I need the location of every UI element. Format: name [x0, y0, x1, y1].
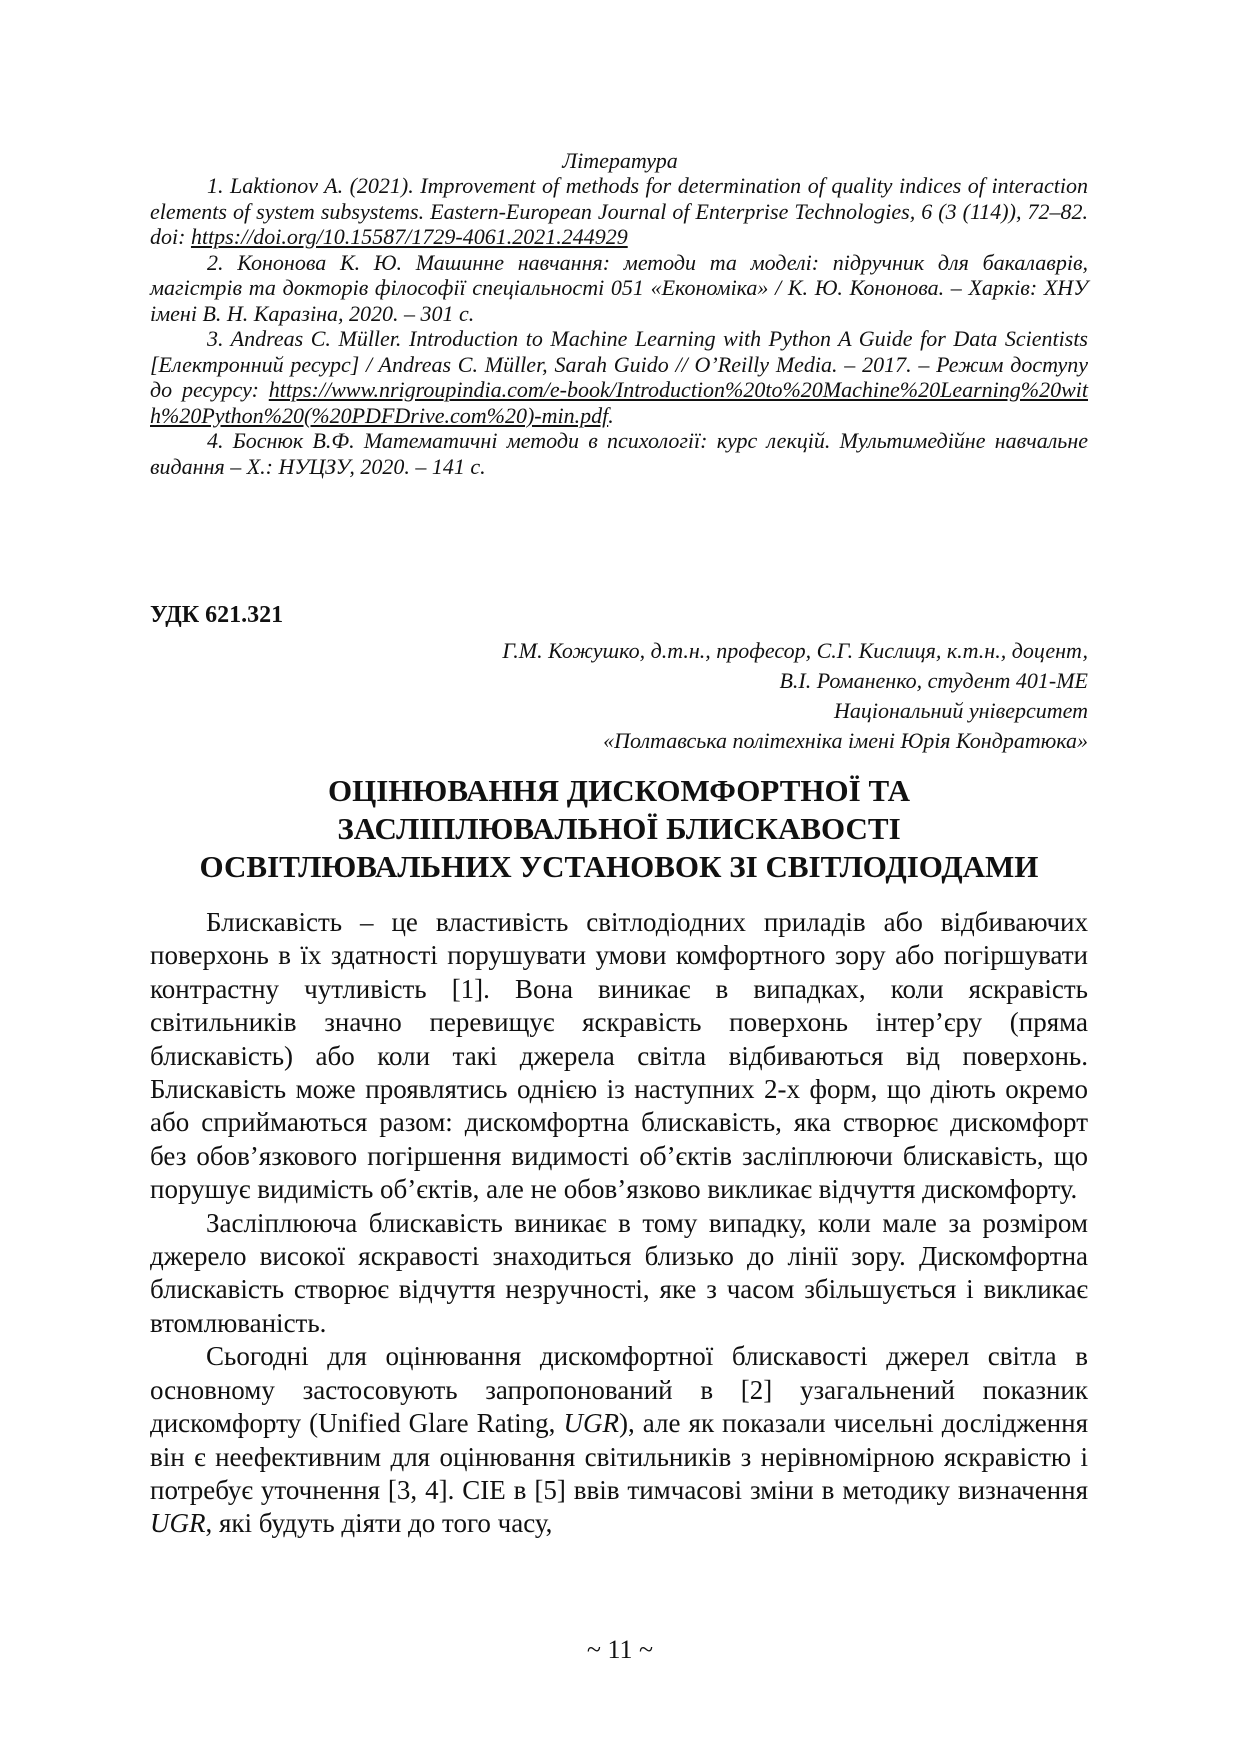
reference-item: 2. Кононова К. Ю. Машинне навчання: методи та моделі: підручник для бакалаврів, магістрів та докторів філософії спеціальності 051 «Економіка» / К. Ю. Кононова. – Харків: ХНУ імені В. Н. Каразіна, 2020. – 301 с. — [150, 249, 1088, 326]
reference-link[interactable]: https://www.nrigroupindia.com/e-book/Introduction%20to%20Machine%20Learning%20with%20Python%20(%20PDFDrive.com%20)-min.pdf — [150, 377, 1088, 428]
reference-item: 4. Боснюк В.Ф. Математичні методи в психології: курс лекцій. Мультимедійне навчальне видання – Х.: НУЦЗУ, 2020. – 141 с. — [150, 428, 1088, 479]
paragraph: Блискавість – це властивість світлодіодних приладів або відбиваючих поверхонь в їх здатності порушувати умови комфортного зору або погіршувати контрастну чутливість [1]. Вона виникає в випадках, коли яскравість світильників значно перевищує яскравість поверхонь інтер’єру (пряма блискавість) або коли такі джерела світла відбиваються від поверхонь. Блискавість може проявлятись однією із наступних 2-х форм, що діють окремо або сприймаються разом: дискомфортна блискавість, яка створює дискомфорт без обов’язкового погіршення видимості об’єктів засліплюючи блискавість, що порушує видимість об’єктів, але не обов’язково викликає відчуття дискомфорту. — [150, 907, 1088, 1205]
reference-item: 3. Andreas C. Müller. Introduction to Machine Learning with Python A Guide for Data Scientists [Електронний ресурс] / Andreas C. Müller, Sarah Guido // O’Reilly Media. – 2017. – Режим доступу до ресурсу: https://www.nrigroupindia.com/e-book/Introduction%20to%20Machine%20Learning%20with%20Python%20(%20PDFDrive.com%20)-min.pdf. — [150, 326, 1088, 428]
references-list — [150, 173, 1088, 479]
paragraph: Засліплююча блискавість виникає в тому випадку, коли мале за розміром джерело високої яскравості знаходиться близько до лінії зору. Дискомфортна блискавість створює відчуття незручності, яке з часом збільшується і викликає втомлюваність. — [150, 1207, 1088, 1338]
authors-line: Г.М. Кожушко, д.т.н., професор, С.Г. Кислиця, к.т.н., доцент, — [502, 638, 1088, 663]
reference-link[interactable]: https://doi.org/10.15587/1729-4061.2021.244929 — [190, 224, 628, 249]
authors-line: В.І. Романенко, студент 401-МЕ — [779, 668, 1088, 693]
affiliation-line: «Полтавська політехніка імені Юрія Кондратюка» — [603, 728, 1088, 753]
article-title: ОЦІНЮВАННЯ ДИСКОМФОРТНОЇ ТА ЗАСЛІПЛЮВАЛЬНОЇ БЛИСКАВОСТІ ОСВІТЛЮВАЛЬНИХ УСТАНОВОК ЗІ СВІТЛОДІОДАМИ — [199, 773, 1039, 884]
article-body — [150, 906, 1088, 1541]
authors-block — [188, 636, 1088, 756]
affiliation-line: Національний університет — [833, 698, 1088, 723]
page-number: ~ 11 ~ — [586, 1635, 654, 1664]
paragraph: Сьогодні для оцінювання дискомфортної блискавості джерел світла в основному застосовують запропонований в [2] узагальнений показник дискомфорту (Unified Glare Rating, UGR), але як показали чисельні дослідження він є неефективним для оцінювання світильників з нерівномірною яскравістю і потребує уточнення [3, 4]. CIE в [5] ввів тимчасові зміни в методику визначення UGR, які будуть діяти до того часу, — [150, 1341, 1088, 1539]
udk-code: УДК 621.321 — [150, 602, 284, 628]
reference-item: 1. Laktionov A. (2021). Improvement of methods for determination of quality indices of interaction elements of system subsystems. Eastern-European Journal of Enterprise Technologies, 6 (3 (114)), 72–82. doi: https://doi.org/10.15587/1729-4061.2021.244929 — [150, 173, 1088, 249]
references-heading: Література — [562, 148, 678, 173]
